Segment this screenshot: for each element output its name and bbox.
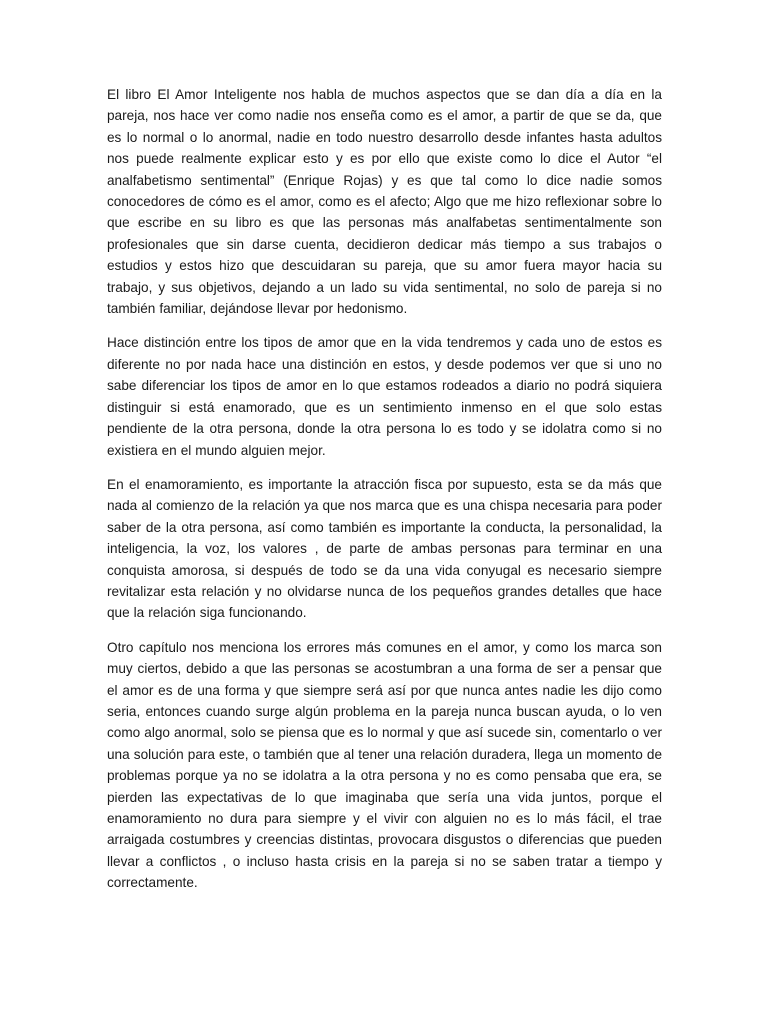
document-body	[107, 84, 662, 907]
paragraph-4: Otro capítulo nos menciona los errores más comunes en el amor, y como los marca son muy ciertos, debido a que las personas se acostumbran a una forma de ser a pensar que el amor es de una forma y que siempre será así por que nunca antes nadie les dijo como seria, entonces cuando surge algún problema en la pareja nunca buscan ayuda, o lo ven como algo anormal, solo se piensa que es lo normal y que así sucede sin, comentarlo o ver una solución para este, o también que al tener una relación duradera, llega un momento de problemas porque ya no se idolatra a la otra persona y no es como pensaba que era, se pierden las expectativas de lo que imaginaba que sería una vida juntos, porque el enamoramiento no dura para siempre y el vivir con alguien no es lo más fácil, el trae arraigada costumbres y creencias distintas, provocara disgustos o diferencias que pueden llevar a conflictos , o incluso hasta crisis en la pareja si no se saben tratar a tiempo y correctamente.	[107, 639, 662, 891]
paragraph-1: El libro El Amor Inteligente nos habla de muchos aspectos que se dan día a día en la pareja, nos hace ver como nadie nos enseña como es el amor, a partir de que se da, que es lo normal o lo anormal, nadie en todo nuestro desarrollo desde infantes hasta adultos nos puede realmente explicar esto y es por ello que existe como lo dice el Autor “el analfabetismo sentimental” (Enrique Rojas) y es que tal como lo dice nadie somos conocedores de cómo es el amor, como es el afecto; Algo que me hizo reflexionar sobre lo que escribe en su libro es que las personas más analfabetas sentimentalmente son profesionales que sin darse cuenta, decidieron dedicar más tiempo a sus trabajos o estudios y estos hizo que descuidaran su pareja, que su amor fuera mayor hacia su trabajo, y sus objetivos, dejando a un lado su vida sentimental, no solo de pareja si no también familiar, dejándose llevar por hedonismo.	[107, 87, 662, 317]
paragraph-2: Hace distinción entre los tipos de amor que en la vida tendremos y cada uno de estos es diferente no por nada hace una distinción en estos, y desde podemos ver que si uno no sabe diferenciar los tipos de amor en lo que estamos rodeados a diario no podrá siquiera distinguir si está enamorado, que es un sentimiento inmenso en el que solo estas pendiente de la otra persona, donde la otra persona lo es todo y se idolatra como si no existiera en el mundo alguien mejor.	[107, 335, 662, 458]
paragraph-3: En el enamoramiento, es importante la atracción fisca por supuesto, esta se da más que nada al comienzo de la relación ya que nos marca que es una chispa necesaria para poder saber de la otra persona, así como también es importante la conducta, la personalidad, la inteligencia, la voz, los valores , de parte de ambas personas para terminar en una conquista amorosa, si después de todo se da una vida conyugal es necesario siempre revitalizar esta relación y no olvidarse nunca de los pequeños grandes detalles que hace que la relación siga funcionando.	[107, 476, 662, 621]
